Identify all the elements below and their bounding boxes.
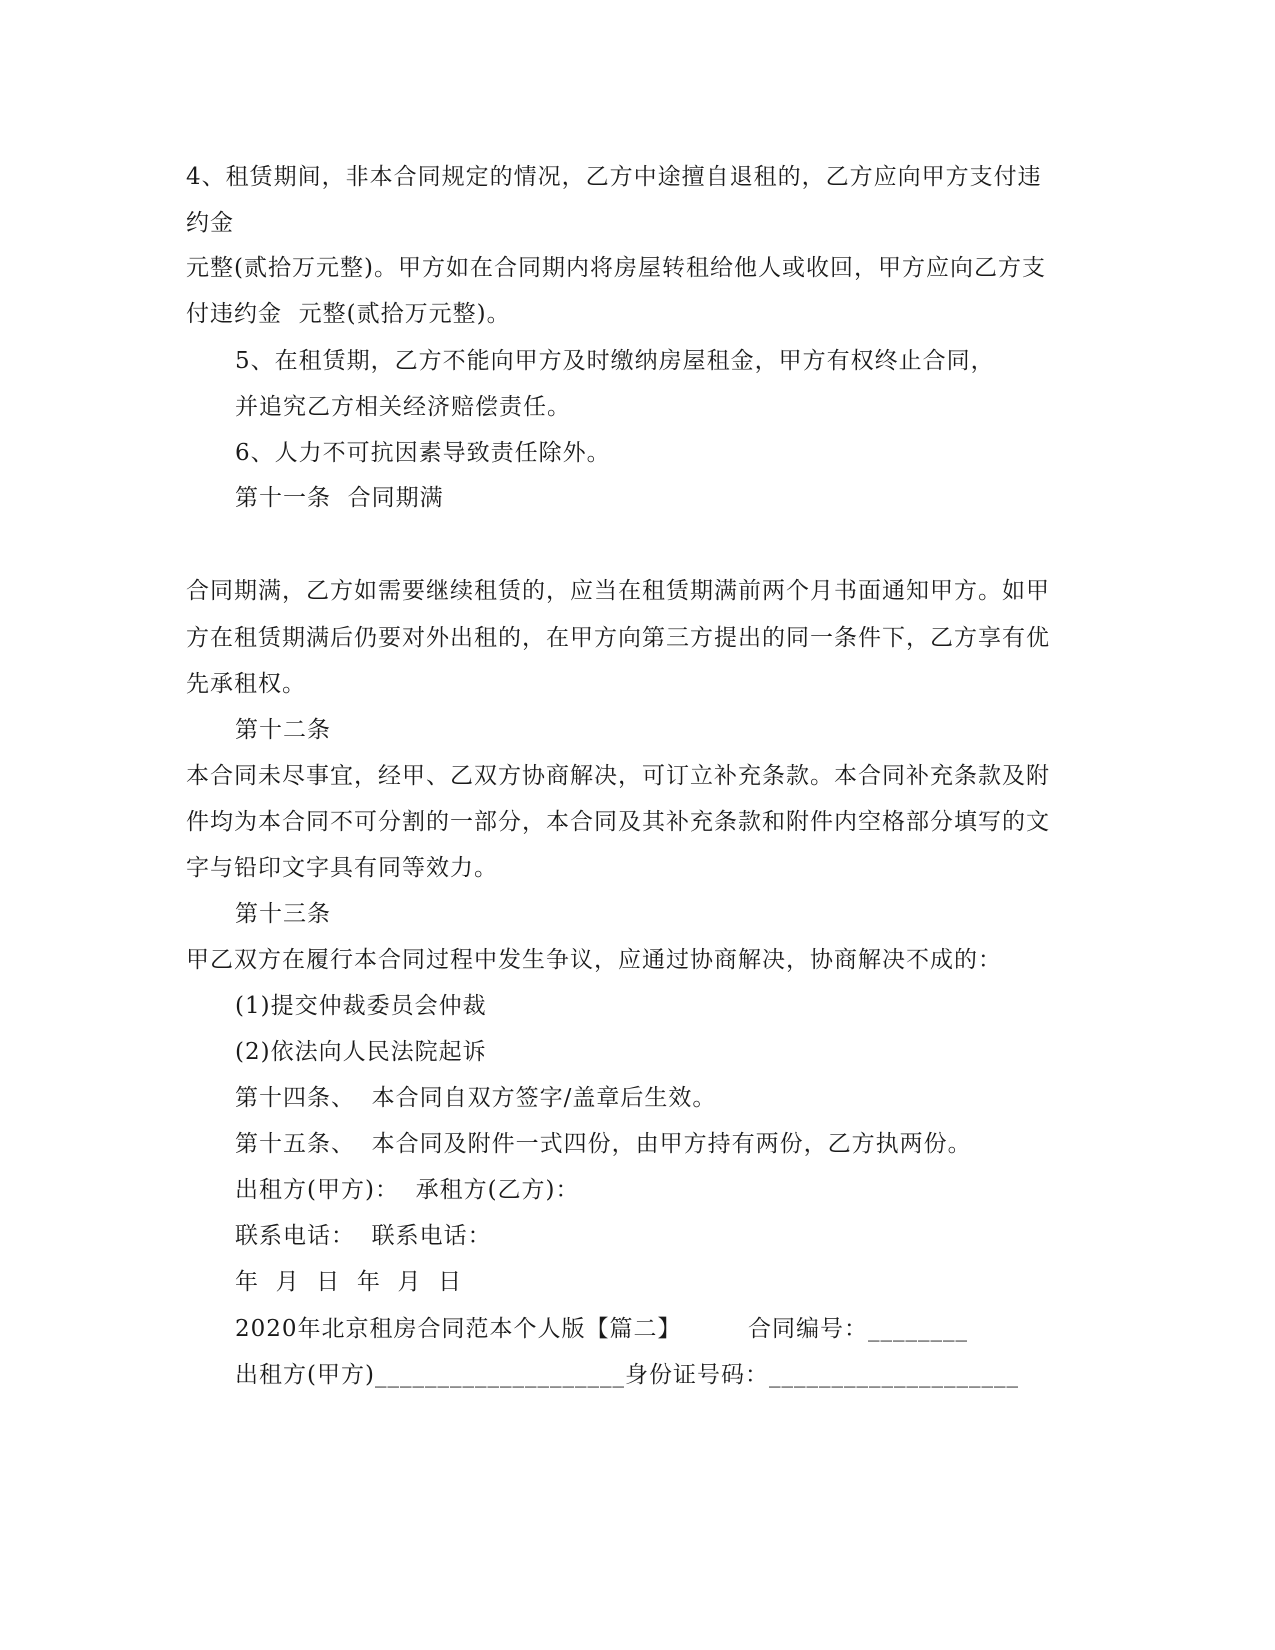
article-15: 第十五条、 本合同及附件一式四份，由甲方持有两份，乙方执两份。 bbox=[235, 1131, 972, 1157]
article-11-line-3: 先承租权。 bbox=[186, 671, 306, 697]
clause-4-line-1: 4、租赁期间，非本合同规定的情况，乙方中途擅自退租的，乙方应向甲方支付违 bbox=[186, 164, 1042, 190]
article-13-option-2: (2)依法向人民法院起诉 bbox=[235, 1039, 487, 1065]
article-14: 第十四条、 本合同自双方签字/盖章后生效。 bbox=[235, 1085, 717, 1111]
clause-4-line-4: 付违约金 元整(贰拾万元整)。 bbox=[186, 301, 511, 327]
signature-dates: 年 月 日 年 月 日 bbox=[235, 1269, 463, 1295]
article-11-line-2: 方在租赁期满后仍要对外出租的，在甲方向第三方提出的同一条件下，乙方享有优 bbox=[186, 625, 1050, 651]
clause-4-line-2: 约金 bbox=[186, 210, 234, 236]
signature-parties: 出租方(甲方)： 承租方(乙方)： bbox=[235, 1177, 580, 1203]
clause-5-line-2: 并追究乙方相关经济赔偿责任。 bbox=[235, 394, 571, 420]
article-12-line-3: 字与铅印文字具有同等效力。 bbox=[186, 855, 498, 881]
article-11-heading: 第十一条 合同期满 bbox=[235, 485, 444, 511]
article-13-option-1: (1)提交仲裁委员会仲裁 bbox=[235, 993, 487, 1019]
article-12-line-2: 件均为本合同不可分割的一部分，本合同及其补充条款和附件内空格部分填写的文 bbox=[186, 809, 1050, 835]
article-13-heading: 第十三条 bbox=[235, 901, 331, 927]
part-two-heading: 2020年北京租房合同范本个人版【篇二】 合同编号：________ bbox=[235, 1316, 969, 1342]
lessor-id-line: 出租方(甲方)____________________身份证号码：____________________ bbox=[235, 1362, 1019, 1388]
article-12-line-1: 本合同未尽事宜，经甲、乙双方协商解决，可订立补充条款。本合同补充条款及附 bbox=[186, 763, 1050, 789]
article-13-line-1: 甲乙双方在履行本合同过程中发生争议，应通过协商解决，协商解决不成的： bbox=[186, 947, 1002, 973]
article-12-heading: 第十二条 bbox=[235, 717, 331, 743]
clause-4-line-3: 元整(贰拾万元整)。甲方如在合同期内将房屋转租给他人或收回，甲方应向乙方支 bbox=[186, 255, 1046, 281]
clause-6: 6、人力不可抗因素导致责任除外。 bbox=[235, 440, 611, 466]
article-11-line-1: 合同期满，乙方如需要继续租赁的，应当在租赁期满前两个月书面通知甲方。如甲 bbox=[186, 578, 1050, 604]
signature-phones: 联系电话： 联系电话： bbox=[235, 1223, 492, 1249]
clause-5-line-1: 5、在租赁期，乙方不能向甲方及时缴纳房屋租金，甲方有权终止合同， bbox=[235, 348, 995, 374]
